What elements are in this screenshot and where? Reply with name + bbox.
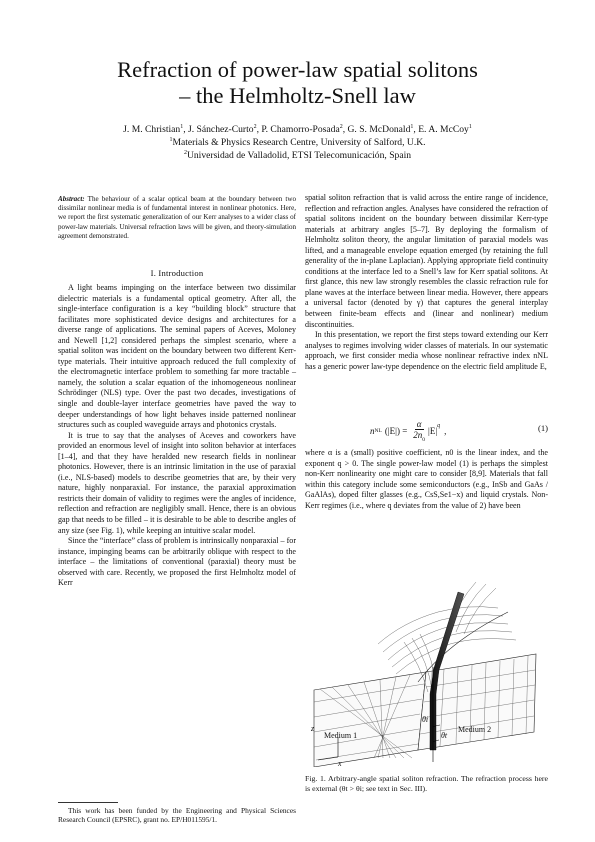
medium-1-surface — [314, 672, 429, 767]
paragraph: Since the “interface” class of problem is intrinsically nonparaxial – for instance, impinging beams can be arbitrarily oblique with respect to the interface – the limitations of conventional (paraxial) theory must be observed with care. Recently, we proposed the first Helmholtz model of Kerr — [58, 536, 296, 588]
paragraph: It is true to say that the analyses of Aceves and coworkers have provided an enormous level of insight into soliton behavior at interfaces [1–4], and that they have heralded new research fields in nonlinear photonics. However, there is an intrinsic limitation in the use of paraxial (i.e., NLS-based) models to describe geometries that are, by their very nature, highly nonparaxial. For instance, the paraxial approximation restricts their domain of validity to regimes were the angles of incidence, reflection and refraction are negligibly small. Hence, there is an obvious gap that needs to be filled – it is desirable to be able to describe angles of any size (see Fig. 1), while keeping an intuitive scalar model. — [58, 430, 296, 535]
author: P. Chamorro-Posada$^2$ — [261, 123, 343, 135]
footnote-rule — [58, 802, 118, 803]
abstract-text: The behaviour of a scalar optical beam at the boundary between two dissimilar nonlinear media is of fundamental interest in nonlinear photonics. Here, we report the first systematic generalization of our Kerr analyses to a wider class of power-law materials. Universal refraction laws will be given, and theory-simulation agreement demonstrated. — [58, 195, 296, 240]
equation-number: (1) — [537, 423, 548, 433]
right-column-body-continued — [305, 448, 548, 511]
figure-1 — [308, 572, 540, 767]
figure-caption: Fig. 1. Arbitrary-angle spatial soliton refraction. The refraction process here is external (θt > θi; see text in Sec. III). — [305, 774, 548, 793]
title-line-1: Refraction of power-law spatial solitons — [117, 57, 478, 82]
axis-x-label: x — [338, 759, 342, 767]
equation-body: n NL (|E|) = $\frac{\alpha}{2n_0}$ |E| $^q$ , — [370, 419, 447, 443]
paragraph: In this presentation, we report the first steps toward extending our Kerr analyses to regimes involving wider classes of materials. In our systematic approach, we first consider media whose nonlinear refractive index nNL has a generic power law-type dependence on the electric field amplitude E, — [305, 330, 548, 371]
author: J. M. Christian$^1$ — [123, 123, 184, 135]
abstract — [58, 195, 296, 241]
paragraph: spatial soliton refraction that is valid across the entire range of incidence, reflection and refraction angles. Analyses have considered the refraction of spatial solitons incident on the boundary between dissimilar Kerr-type materials at arbitrary angles [5–7]. By deploying the formalism of Helmholtz soliton theory, the angular limitation of paraxial models was lifted, and a manageable envelope equation emerged (by retaining the full generality of the in-plane Laplacian). Applying appropriate field continuity conditions at the interface led to a Snell’s law for Kerr spatial solitons. At first glance, this new law strongly resembles the classic refraction rule for plane waves at the interface between linear media. However, there appears a universal factor (denoted by γ) that captures the general interplay between finite-beam effects and (linear and nonlinear) medium discontinuities. — [305, 193, 548, 329]
section-heading: I. Introduction — [150, 268, 204, 278]
affiliation-1: $^1$Materials & Physics Research Centre, University of Salford, U.K. — [169, 136, 426, 148]
author: E. A. McCoy$^1$ — [418, 123, 472, 135]
author-list: J. M. Christian$^1$, J. Sánchez-Curto$^2$, P. Chamorro-Posada$^2$, G. S. McDonald$^1$, E. A. McCoy$^1$ — [123, 123, 472, 135]
abstract-label: Abstract: — [58, 195, 85, 203]
medium-2-label: Medium 2 — [458, 725, 492, 734]
title-line-2: – the Helmholtz-Snell law — [179, 83, 416, 108]
medium-1-label: Medium 1 — [324, 731, 358, 740]
paragraph: where α is a (small) positive coefficient, n0 is the linear index, and the exponent q > 0. The single power-law model (1) is perhaps the simplest non-Kerr nonlinearity one might care to consider [8,9]. Materials that fall within this category include some semiconductors (e.g., InSb and GaAs / GaAlAs), doped filter glasses (e.g., CsS,Se1−x) and liquid crystals. Non-Kerr regimes (i.e., where q deviates from the value of 2) have been — [305, 448, 548, 510]
theta-i-label: θi — [422, 715, 429, 724]
author: G. S. McDonald$^1$ — [347, 123, 414, 135]
paper-title — [40, 57, 555, 109]
paragraph: A light beams impinging on the interface between two dissimilar dielectric materials is a fundamental optical geometry. After all, the single-interface configuration is a key “building block” structure that facilitates more sophisticated device designs and architectures for a diverse range of applications. The seminal papers of Aceves, Moloney and Newell [1,2] considered perhaps the simplest scenario, where a spatial soliton was incident on the boundary between two different Kerr-type materials. Their intuitive approach reduced the full complexity of the electromagnetic interface problem to something far more tractable – namely, the solution a scalar equation of the inhomogeneous nonlinear Schrödinger (NLS) type. Over the past two decades, investigations of single and double-layer interface geometries have paved the way to deeper understandings of how light behaves inside patterned nonlinear structures such as coupled waveguide arrays and photonics crystals. — [58, 283, 296, 430]
left-column-body — [58, 283, 296, 589]
theta-t-label: θt — [441, 731, 448, 740]
right-column-body — [305, 193, 548, 372]
footnote: This work has been funded by the Engineering and Physical Sciences Research Council (EPSRC), grant no. EP/H011595/1. — [58, 806, 296, 825]
soliton-refraction-figure — [308, 572, 540, 767]
equation-1 — [305, 417, 548, 447]
affiliation-2: $^2$Universidad de Valladolid, ETSI Telecomunicación, Spain — [183, 149, 412, 161]
author: J. Sánchez-Curto$^2$ — [188, 123, 257, 135]
axis-z-label: z — [311, 724, 315, 733]
equation-fraction: $\frac{\alpha}{2n_0}$ — [413, 419, 426, 443]
